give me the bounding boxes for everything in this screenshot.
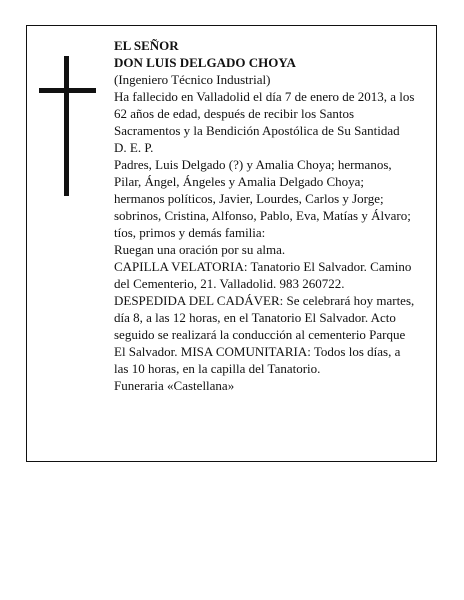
rest-in-peace: D. E. P. <box>114 140 154 155</box>
deceased-profession: (Ingeniero Técnico Industrial) <box>114 72 271 87</box>
death-announcement: Ha fallecido en Valladolid el día 7 de enero de 2013, a los 62 años de edad, después de recibir los Santos Sacramentos y la Bendición Apostólica de Su Santidad <box>114 89 415 138</box>
cross-horizontal-bar <box>39 88 96 93</box>
deceased-title: EL SEÑOR <box>114 38 179 53</box>
funeral-home: Funeraria «Castellana» <box>114 378 235 393</box>
family-list: Padres, Luis Delgado (?) y Amalia Choya; hermanos, Pilar, Ángel, Ángeles y Amalia Delgado Choya; hermanos políticos, Javier, Lourdes, Carlos y Jorge; sobrinos, Cristina, Alfonso, Pablo, Eva, Matías y Álvaro; tíos, primos y demás familia: <box>114 157 411 240</box>
obituary-text <box>114 37 416 394</box>
prayer-request: Ruegan una oración por su alma. <box>114 242 286 257</box>
wake-location: CAPILLA VELATORIA: Tanatorio El Salvador. Camino del Cementerio, 21. Valladolid. 983 260722. <box>114 259 412 291</box>
cross-vertical-bar <box>64 56 69 196</box>
cross-icon <box>39 56 96 196</box>
deceased-name: DON LUIS DELGADO CHOYA <box>114 55 296 70</box>
farewell-details: DESPEDIDA DEL CADÁVER: Se celebrará hoy martes, día 8, a las 12 horas, en el Tanatorio El Salvador. Acto seguido se realizará la conducción al cementerio Parque El Salvador. MISA COMUNITARIA: Todos los días, a las 10 horas, en la capilla del Tanatorio. <box>114 293 415 376</box>
